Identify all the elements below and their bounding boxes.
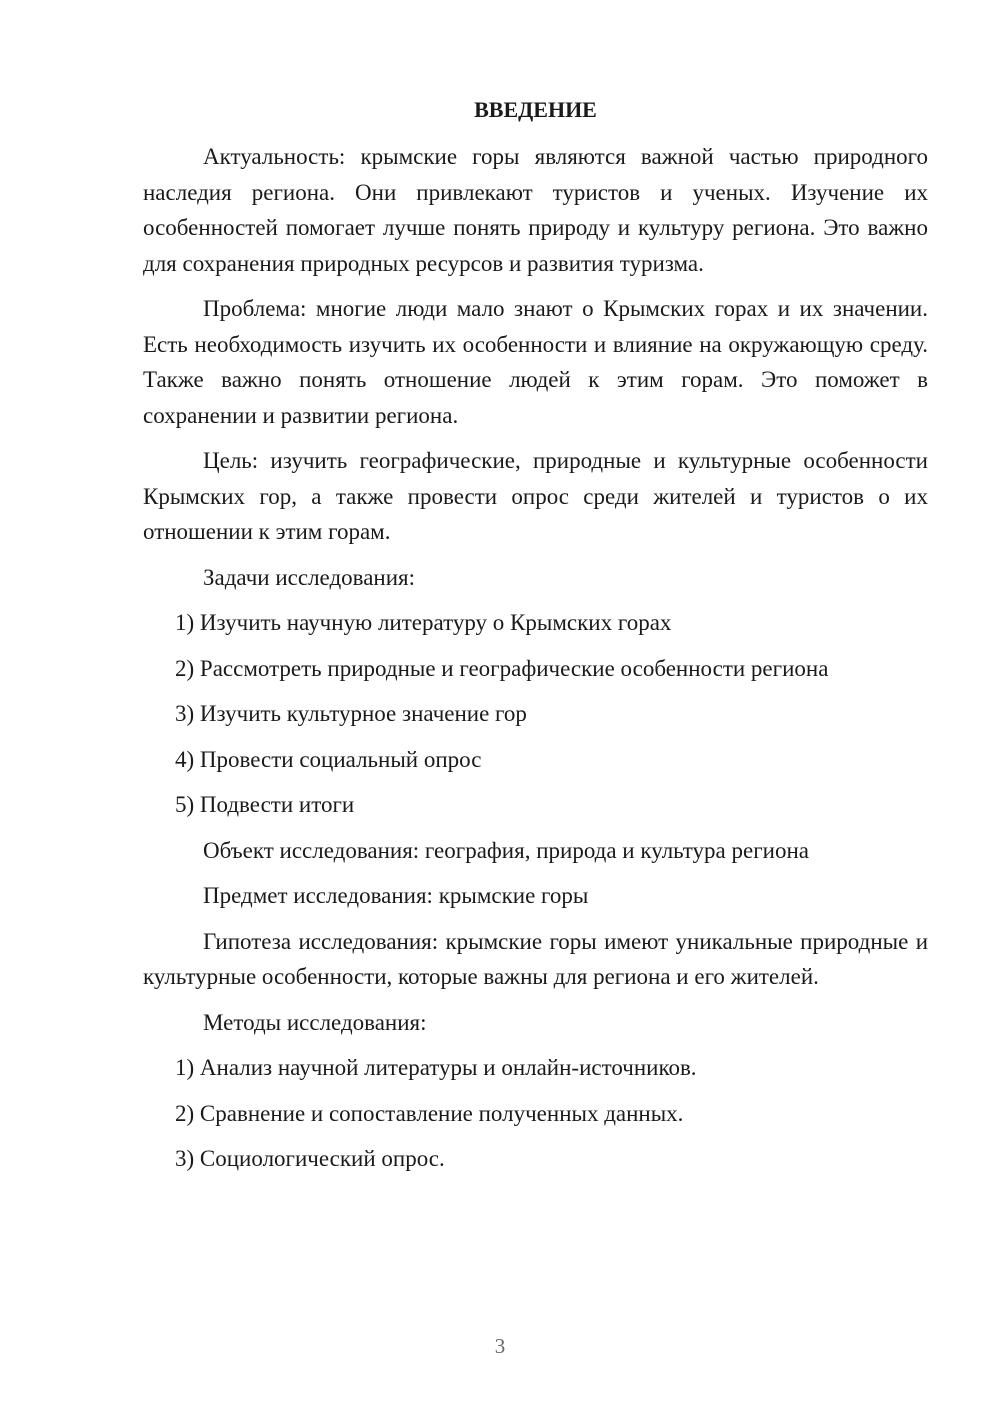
methods-title: Методы исследования: [203,1009,427,1035]
tasks-title: Задачи исследования: [203,564,416,590]
relevance-paragraph: Актуальность: крымские горы являются важной частью природного наследия региона. Они привлекают туристов и ученых. Изучение их особенностей помогает лучше понять природу и культуру региона. Это важно для сохранения природных ресурсов и развития туризма. [143,144,928,276]
list-item: 4) Провести социальный опрос [175,746,482,772]
page-number: 3 [494,1334,506,1358]
list-item: 2) Рассмотреть природные и географические особенности региона [175,655,829,681]
subject-paragraph: Предмет исследования: крымские горы [203,883,589,908]
list-item: 1) Изучить научную литературу о Крымских горах [175,610,672,635]
list-item: 3) Изучить культурное значение гор [175,701,527,726]
goal-paragraph: Цель: изучить географические, природные и культурные особенности Крымских гор, а также провести опрос среди жителей и туристов о их отношении к этим горам. [143,448,928,544]
document-body [143,92,928,1187]
list-item: 3) Социологический опрос. [175,1146,445,1171]
methods-list [143,1050,928,1177]
list-item: 5) Подвести итоги [175,792,355,817]
object-paragraph: Объект исследования: география, природа и культура региона [203,837,809,863]
list-item: 1) Анализ научной литературы и онлайн-источников. [175,1055,697,1080]
hypothesis-paragraph: Гипотеза исследования: крымские горы имеют уникальные природные и культурные особенности, которые важны для региона и его жителей. [143,928,928,989]
problem-paragraph: Проблема: многие люди мало знают о Крымских горах и их значении. Есть необходимость изучить их особенности и влияние на окружающую среду. Также важно понять отношение людей к этим горам. Это поможет в сохранении и развитии региона. [143,296,928,428]
section-heading: ВВЕДЕНИЕ [474,97,597,122]
list-item: 2) Сравнение и сопоставление полученных данных. [175,1100,684,1126]
tasks-list [143,605,928,823]
